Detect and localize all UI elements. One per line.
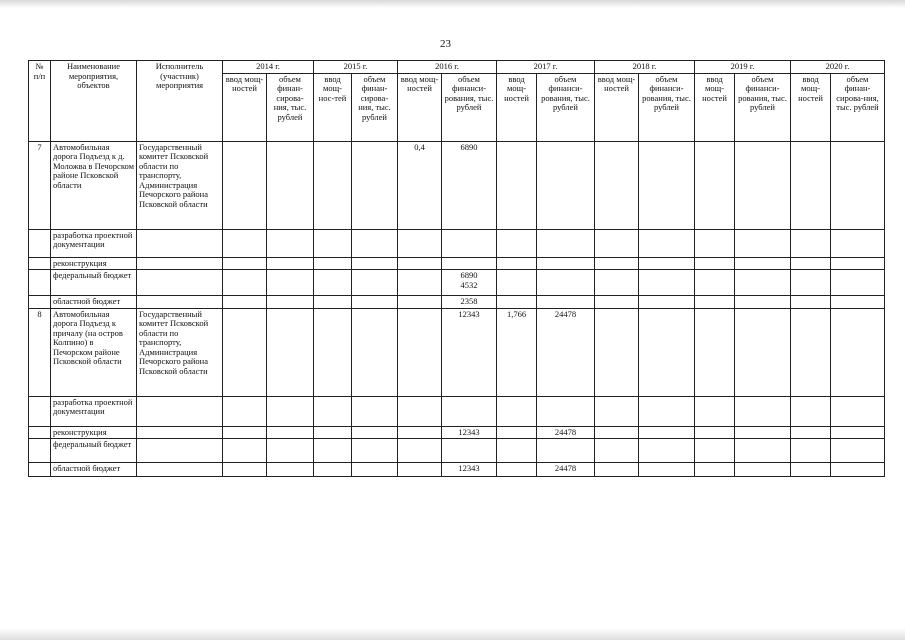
row-cell <box>791 396 831 426</box>
row-name: федеральный бюджет <box>51 270 137 296</box>
row-cell <box>223 396 267 426</box>
header-obem: объем финан-сирова-ния, тыс. рублей <box>267 73 314 141</box>
row-cell <box>695 396 735 426</box>
row-cell <box>497 439 537 463</box>
header-row-years <box>29 61 885 74</box>
scan-edge-top <box>0 0 905 8</box>
row-cell <box>314 270 352 296</box>
row-cell: 24478 <box>537 463 595 477</box>
program-table <box>28 60 885 477</box>
row-cell <box>639 270 695 296</box>
row-executor: Государственный комитет Псковской области по транспорту, Администрация Печорского района Псковской области <box>137 308 223 396</box>
row-cell <box>497 229 537 257</box>
row-cell <box>831 296 885 309</box>
row-cell: 6890 <box>442 141 497 229</box>
row-cell <box>267 439 314 463</box>
table-row <box>29 229 885 257</box>
row-cell <box>223 426 267 439</box>
row-cell <box>398 396 442 426</box>
row-cell <box>791 229 831 257</box>
row-cell <box>595 463 639 477</box>
header-year: 2015 г. <box>314 61 398 74</box>
row-cell <box>398 296 442 309</box>
row-cell <box>398 426 442 439</box>
row-cell <box>314 308 352 396</box>
row-cell <box>639 229 695 257</box>
header-obem: объем финанси-рования, тыс. рублей <box>537 73 595 141</box>
row-cell <box>735 439 791 463</box>
row-number <box>29 229 51 257</box>
row-cell <box>497 141 537 229</box>
row-cell <box>791 463 831 477</box>
row-cell <box>398 463 442 477</box>
row-cell <box>267 270 314 296</box>
row-executor <box>137 296 223 309</box>
row-name: реконструкция <box>51 257 137 270</box>
row-cell <box>831 229 885 257</box>
header-vvod: ввод мощ-нос-тей <box>314 73 352 141</box>
row-cell: 6890 4532 <box>442 270 497 296</box>
row-cell: 1,766 <box>497 308 537 396</box>
row-cell <box>537 229 595 257</box>
row-cell <box>352 270 398 296</box>
row-cell <box>497 270 537 296</box>
row-cell <box>267 141 314 229</box>
row-cell <box>223 270 267 296</box>
row-executor <box>137 396 223 426</box>
row-cell <box>735 296 791 309</box>
row-cell <box>791 308 831 396</box>
row-cell <box>267 396 314 426</box>
row-cell <box>639 439 695 463</box>
row-cell <box>831 426 885 439</box>
row-number: 7 <box>29 141 51 229</box>
header-vvod: ввод мощ-ностей <box>595 73 639 141</box>
row-cell <box>595 296 639 309</box>
row-executor <box>137 463 223 477</box>
row-cell <box>223 439 267 463</box>
row-cell <box>537 141 595 229</box>
table-row <box>29 308 885 396</box>
table-row <box>29 426 885 439</box>
row-cell <box>791 270 831 296</box>
row-cell <box>639 396 695 426</box>
row-cell <box>223 141 267 229</box>
row-cell <box>267 229 314 257</box>
table-row <box>29 463 885 477</box>
row-name: Автомобильная дорога Подъезд к причалу (на остров Колпино) в Печорском районе Псковской области <box>51 308 137 396</box>
row-cell <box>735 308 791 396</box>
row-cell <box>314 439 352 463</box>
row-cell: 0,4 <box>398 141 442 229</box>
header-vvod: ввод мощ-ностей <box>497 73 537 141</box>
row-cell <box>791 296 831 309</box>
row-cell <box>735 141 791 229</box>
row-cell <box>735 229 791 257</box>
row-cell <box>314 229 352 257</box>
row-cell <box>695 229 735 257</box>
row-executor <box>137 439 223 463</box>
header-vvod: ввод мощ-ностей <box>791 73 831 141</box>
row-cell <box>831 141 885 229</box>
row-cell <box>442 396 497 426</box>
row-cell <box>831 463 885 477</box>
header-num: № п/п <box>29 61 51 142</box>
row-cell <box>267 296 314 309</box>
row-cell <box>352 296 398 309</box>
row-cell <box>398 308 442 396</box>
row-executor <box>137 270 223 296</box>
row-cell <box>791 426 831 439</box>
row-cell <box>267 463 314 477</box>
row-cell <box>695 426 735 439</box>
row-cell <box>223 308 267 396</box>
row-name: областной бюджет <box>51 463 137 477</box>
row-cell <box>314 257 352 270</box>
row-cell <box>595 396 639 426</box>
header-year: 2017 г. <box>497 61 595 74</box>
row-cell <box>595 439 639 463</box>
row-cell <box>695 257 735 270</box>
row-number: 8 <box>29 308 51 396</box>
row-cell <box>639 463 695 477</box>
row-cell <box>595 270 639 296</box>
row-cell <box>831 270 885 296</box>
row-executor <box>137 229 223 257</box>
row-cell <box>735 463 791 477</box>
row-cell <box>791 141 831 229</box>
row-cell <box>695 296 735 309</box>
row-cell <box>735 426 791 439</box>
header-name: Наименование мероприятия, объектов <box>51 61 137 142</box>
row-cell <box>595 229 639 257</box>
row-cell <box>537 257 595 270</box>
row-cell <box>352 141 398 229</box>
row-cell: 12343 <box>442 426 497 439</box>
row-number <box>29 257 51 270</box>
row-cell <box>695 439 735 463</box>
row-cell <box>735 396 791 426</box>
table-row <box>29 270 885 296</box>
row-name: разработка проектной документации <box>51 396 137 426</box>
header-year: 2016 г. <box>398 61 497 74</box>
row-executor <box>137 426 223 439</box>
row-cell <box>442 439 497 463</box>
row-cell <box>442 229 497 257</box>
row-cell <box>497 463 537 477</box>
row-cell <box>497 296 537 309</box>
scan-edge-bottom <box>0 628 905 640</box>
row-cell <box>831 439 885 463</box>
row-cell <box>352 257 398 270</box>
row-number <box>29 439 51 463</box>
row-cell <box>267 426 314 439</box>
row-cell <box>831 308 885 396</box>
row-cell <box>695 270 735 296</box>
row-cell <box>442 257 497 270</box>
row-cell <box>352 439 398 463</box>
row-name: федеральный бюджет <box>51 439 137 463</box>
table-row <box>29 396 885 426</box>
row-cell <box>595 257 639 270</box>
table-row <box>29 141 885 229</box>
row-cell <box>595 308 639 396</box>
header-obem: объем финанси-рования, тыс. рублей <box>639 73 695 141</box>
row-cell <box>735 257 791 270</box>
row-cell <box>831 257 885 270</box>
row-cell: 12343 <box>442 463 497 477</box>
row-cell <box>639 426 695 439</box>
row-number <box>29 463 51 477</box>
row-cell <box>398 229 442 257</box>
row-cell <box>267 257 314 270</box>
row-cell <box>497 396 537 426</box>
header-obem: объем финанси-рования, тыс. рублей <box>442 73 497 141</box>
row-name: разработка проектной документации <box>51 229 137 257</box>
row-cell <box>352 229 398 257</box>
row-number <box>29 270 51 296</box>
header-year: 2014 г. <box>223 61 314 74</box>
row-cell: 12343 <box>442 308 497 396</box>
row-cell <box>537 396 595 426</box>
row-cell <box>314 296 352 309</box>
row-name: областной бюджет <box>51 296 137 309</box>
header-year: 2019 г. <box>695 61 791 74</box>
header-vvod: ввод мощ-ностей <box>398 73 442 141</box>
row-cell <box>695 141 735 229</box>
row-cell <box>595 141 639 229</box>
row-cell <box>791 257 831 270</box>
row-cell <box>223 463 267 477</box>
row-number <box>29 296 51 309</box>
row-cell <box>314 463 352 477</box>
row-cell <box>398 439 442 463</box>
row-cell <box>639 308 695 396</box>
row-cell <box>537 439 595 463</box>
row-cell <box>497 257 537 270</box>
row-cell <box>223 257 267 270</box>
row-cell: 2358 <box>442 296 497 309</box>
row-name: Автомобильная дорога Подъезд к д. Моложва в Печорском районе Псковской области <box>51 141 137 229</box>
row-cell <box>639 296 695 309</box>
table-row <box>29 439 885 463</box>
row-cell: 24478 <box>537 308 595 396</box>
table-row <box>29 257 885 270</box>
row-cell <box>831 396 885 426</box>
row-cell <box>352 426 398 439</box>
row-number <box>29 426 51 439</box>
header-vvod: ввод мощ-ностей <box>695 73 735 141</box>
row-executor <box>137 257 223 270</box>
row-cell <box>595 426 639 439</box>
row-cell <box>223 229 267 257</box>
header-vvod: ввод мощ-ностей <box>223 73 267 141</box>
row-cell <box>791 439 831 463</box>
table-row <box>29 296 885 309</box>
row-cell <box>537 296 595 309</box>
row-cell <box>497 426 537 439</box>
header-year: 2020 г. <box>791 61 885 74</box>
row-cell <box>267 308 314 396</box>
row-cell <box>537 270 595 296</box>
header-year: 2018 г. <box>595 61 695 74</box>
row-cell <box>314 426 352 439</box>
row-cell <box>314 396 352 426</box>
row-cell <box>314 141 352 229</box>
header-executor: Исполнитель (участник) мероприятия <box>137 61 223 142</box>
row-cell <box>695 308 735 396</box>
header-obem: объем финанси-рования, тыс. рублей <box>735 73 791 141</box>
row-cell <box>352 396 398 426</box>
row-number <box>29 396 51 426</box>
row-executor: Государственный комитет Псковской области по транспорту, Администрация Печорского района Псковской области <box>137 141 223 229</box>
row-cell: 24478 <box>537 426 595 439</box>
row-cell <box>398 257 442 270</box>
row-cell <box>639 257 695 270</box>
table-body <box>29 141 885 477</box>
row-name: реконструкция <box>51 426 137 439</box>
row-cell <box>223 296 267 309</box>
row-cell <box>695 463 735 477</box>
row-cell <box>352 463 398 477</box>
row-cell <box>639 141 695 229</box>
row-cell <box>352 308 398 396</box>
row-cell <box>735 270 791 296</box>
row-cell <box>398 270 442 296</box>
page-number: 23 <box>440 38 451 50</box>
header-obem: объем финан-сирова-ния, тыс. рублей <box>831 73 885 141</box>
header-obem: объем финан-сирова-ния, тыс. рублей <box>352 73 398 141</box>
